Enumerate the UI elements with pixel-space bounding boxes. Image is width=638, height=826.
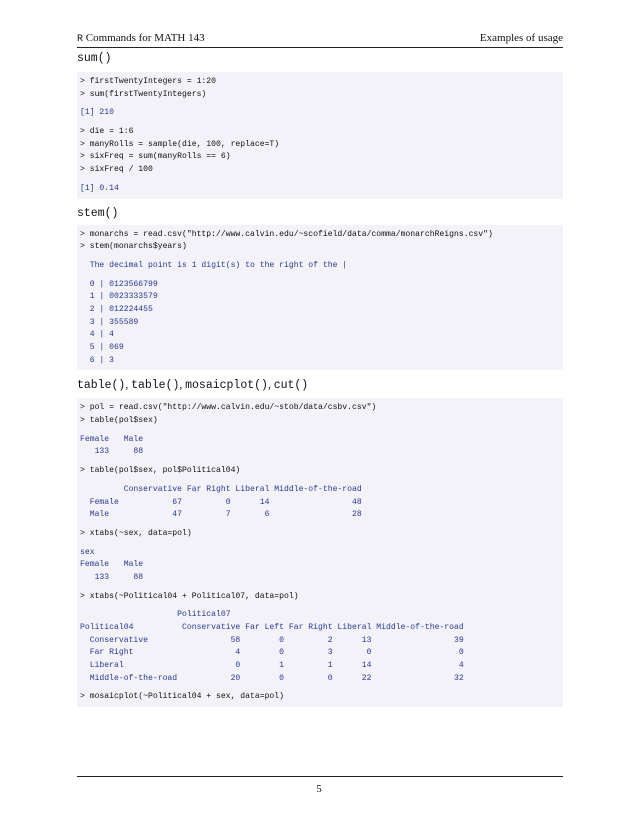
header-left (77, 32, 205, 45)
footer-rule (77, 776, 563, 777)
code-line: > stem(monarchs$years) (80, 242, 187, 252)
heading-fn-mosaicplot: mosaicplot() (185, 379, 268, 393)
output-line: Far Right 4 0 3 0 0 (80, 648, 464, 658)
code-block-stem (77, 225, 563, 371)
code-block-table (77, 398, 563, 707)
output-line: 133 88 (80, 447, 144, 457)
code-line: > sixFreq / 100 (80, 165, 153, 175)
running-header (77, 30, 563, 48)
code-block-sum (77, 72, 563, 199)
heading-sep: , (267, 379, 274, 392)
output-line: Middle-of-the-road 20 0 0 22 32 (80, 673, 464, 683)
header-title: Commands for MATH 143 (83, 32, 205, 44)
output-line: Political07 (80, 610, 231, 620)
page-number: 5 (316, 783, 322, 795)
output-line: 2 | 012224455 (80, 304, 153, 314)
output-line: 4 | 4 (80, 330, 114, 340)
output-line: Conservative 58 0 2 13 39 (80, 635, 464, 645)
code-line: > sixFreq = sum(manyRolls == 6) (80, 152, 231, 162)
output-line: 0 | 0123566799 (80, 279, 158, 289)
code-line: > mosaicplot(~Political04 + sex, data=pol) (80, 692, 284, 702)
output-line: Political04 Conservative Far Left Far Right Liberal Middle-of-the-road (80, 623, 464, 632)
code-line: > sum(firstTwentyIntegers) (80, 89, 207, 99)
output-line: sex (80, 547, 95, 557)
code-line: > die = 1:6 (80, 127, 134, 137)
header-rule (77, 47, 563, 48)
code-line: > xtabs(~sex, data=pol) (80, 528, 192, 538)
heading-fn-table: table() (77, 379, 126, 393)
output-line: 6 | 3 (80, 355, 114, 365)
header-r-glyph: R (77, 34, 84, 45)
page (77, 30, 563, 707)
header-right: Examples of usage (479, 32, 563, 44)
code-line: > table(pol$sex) (80, 416, 158, 426)
output-line: The decimal point is 1 digit(s) to the right of the | (80, 260, 348, 270)
output-line: 1 | 0023333579 (80, 292, 158, 302)
code-line: > xtabs(~Political04 + Political07, data=pol) (80, 591, 299, 601)
section-heading-table (77, 378, 563, 393)
code-line: > pol = read.csv("http://www.calvin.edu/~stob/data/csbv.csv") (80, 403, 377, 413)
output-line: [1] 0.14 (80, 183, 119, 193)
output-line: Conservative Far Right Liberal Middle-of-the-road (80, 484, 362, 494)
output-line: Female Male (80, 434, 144, 444)
code-line: > table(pol$sex, pol$Political04) (80, 466, 241, 476)
output-line: Male 47 7 6 28 (80, 510, 362, 520)
output-line: 133 88 (80, 572, 144, 582)
output-line: [1] 210 (80, 108, 114, 118)
section-heading-sum: sum() (77, 52, 112, 65)
output-line: 5 | 069 (80, 343, 124, 352)
heading-fn-table-2: table() (131, 379, 180, 393)
code-line: > firstTwentyIntegers = 1:20 (80, 77, 216, 86)
output-line: Female Male (80, 560, 144, 570)
heading-fn-cut: cut() (273, 379, 309, 393)
output-line: Female 67 0 14 48 (80, 497, 362, 507)
output-line: Liberal 0 1 1 14 4 (80, 661, 464, 671)
heading-sep: , (125, 379, 132, 392)
code-line: > monarchs = read.csv("http://www.calvin.edu/~scofield/data/comma/monarchReigns.csv") (80, 229, 493, 239)
code-line: > manyRolls = sample(die, 100, replace=T) (80, 139, 280, 149)
heading-sep: , (179, 379, 186, 392)
section-heading-stem: stem() (77, 206, 119, 220)
output-line: 3 | 355589 (80, 317, 139, 327)
